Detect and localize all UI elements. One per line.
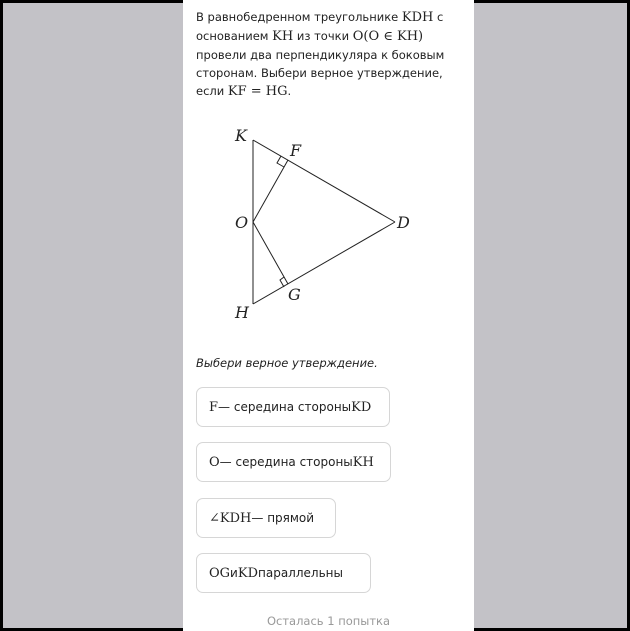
option-parallel[interactable] [196, 553, 371, 593]
base-name: KH [272, 29, 294, 44]
option-math: KH [352, 454, 374, 470]
question-part: провели два перпендикуляра к боковым сторонам. Выбери верное утверждение, если [196, 48, 445, 98]
question-text [196, 8, 456, 101]
option-f-midpoint[interactable] [196, 387, 390, 427]
attempts-remaining: Осталась 1 попытка [266, 614, 391, 628]
triangle-figure [218, 118, 428, 328]
question-part: из точки [293, 29, 353, 43]
question-part: . [287, 84, 292, 98]
label-o: O [235, 213, 249, 232]
condition: KF = HG [227, 84, 288, 99]
option-o-midpoint[interactable] [196, 442, 391, 482]
task-panel [183, 0, 474, 631]
label-g: G [288, 285, 301, 304]
option-text: — середина стороны [219, 455, 353, 469]
option-math: O [209, 454, 220, 470]
label-k: K [235, 126, 247, 145]
label-f: F [290, 141, 302, 160]
question-part: с основанием [196, 10, 444, 43]
option-text: — середина стороны [218, 400, 352, 414]
question-part: В равнобедренном треугольнике [196, 10, 402, 24]
option-math: OG [209, 565, 231, 581]
frame-border-left [0, 0, 3, 631]
option-math: F [209, 399, 219, 415]
option-text: параллельны [258, 566, 343, 580]
perpendicular-og [253, 222, 288, 284]
option-angle-right[interactable] [196, 498, 336, 538]
point-definition: O(O ∈ KH) [352, 29, 424, 44]
right-backdrop [474, 0, 630, 631]
side-kd [253, 140, 395, 222]
option-math: KD [351, 399, 372, 415]
answer-prompt: Выбери верное утверждение. [196, 356, 378, 370]
left-backdrop [0, 0, 183, 631]
perpendicular-of [253, 160, 288, 222]
option-text: и [230, 566, 238, 580]
triangle-name: KDH [401, 10, 434, 25]
option-text: — прямой [251, 511, 315, 525]
option-math: KD [237, 565, 258, 581]
label-d: D [397, 213, 410, 232]
side-hd [253, 222, 395, 304]
option-math: ∠KDH [209, 510, 252, 526]
right-angle-mark-g [280, 277, 284, 287]
label-h: H [235, 303, 249, 322]
